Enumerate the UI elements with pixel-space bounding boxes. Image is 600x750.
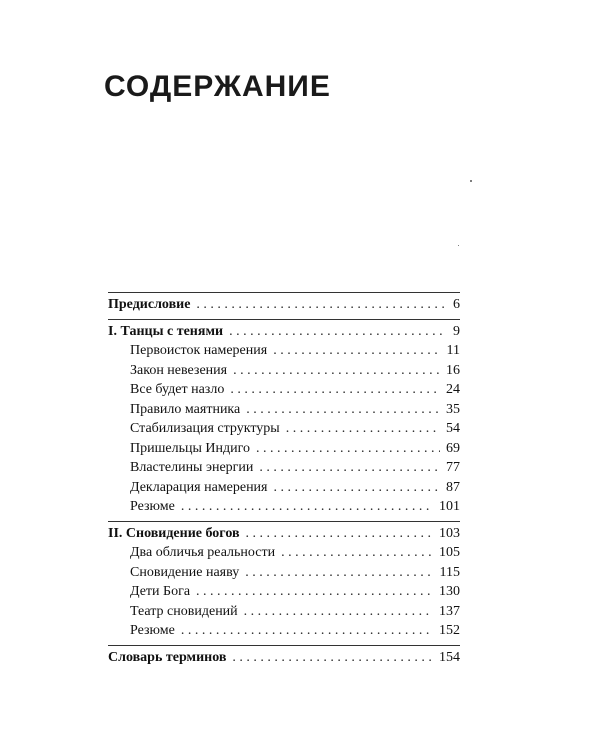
- dot-leader: [273, 341, 440, 361]
- toc-entry-page-number: 154: [439, 649, 460, 665]
- toc-entry-title: I. Танцы с тенями: [108, 323, 224, 339]
- toc-item-row: [108, 400, 460, 420]
- toc-item-row: [108, 582, 460, 602]
- toc-item-row: [108, 458, 460, 478]
- toc-entry-title: Театр сновидений: [130, 603, 238, 619]
- toc-entry-page-number: 130: [439, 584, 460, 599]
- toc-entry-page-number: 35: [446, 401, 460, 417]
- dot-leader: [244, 602, 433, 622]
- toc-item-row: [108, 543, 460, 563]
- dot-leader: [233, 361, 440, 381]
- toc-entry-title: Правило маятника: [130, 401, 241, 417]
- toc-section-row: [108, 295, 460, 315]
- toc-divider: [108, 319, 460, 320]
- toc-entry-title: Стабилизация структуры: [130, 421, 280, 436]
- toc-entry-page-number: 9: [453, 323, 460, 339]
- dot-leader: [196, 295, 447, 315]
- toc-divider: [108, 292, 460, 293]
- toc-item-row: [108, 621, 460, 641]
- dot-leader: [281, 543, 433, 563]
- toc-entry-page-number: 152: [439, 623, 460, 638]
- toc-item-row: [108, 497, 460, 517]
- dot-leader: [229, 322, 447, 342]
- dot-leader: [246, 524, 433, 544]
- print-speck: [470, 180, 472, 182]
- dot-leader: [259, 458, 440, 478]
- toc-item-row: [108, 563, 460, 583]
- toc-section-row: [108, 524, 460, 544]
- toc-entry-page-number: 87: [446, 479, 460, 495]
- dot-leader: [245, 563, 433, 583]
- print-speck: [458, 245, 459, 246]
- dot-leader: [232, 648, 433, 668]
- dot-leader: [286, 419, 440, 439]
- toc-entry-title: Резюме: [130, 499, 175, 514]
- toc-entry-title: Все будет назло: [130, 382, 225, 397]
- toc-divider: [108, 521, 460, 522]
- toc-item-row: [108, 361, 460, 381]
- table-of-contents: [108, 288, 460, 667]
- dot-leader: [181, 621, 433, 641]
- toc-entry-title: Первоисток намерения: [130, 343, 268, 358]
- toc-entry-page-number: 103: [439, 525, 460, 541]
- toc-entry-page-number: 101: [439, 499, 460, 514]
- toc-entry-title: Закон невезения: [130, 362, 228, 378]
- toc-entry-title: Властелины энергии: [130, 460, 254, 475]
- toc-entry-page-number: 77: [446, 460, 460, 475]
- toc-divider: [108, 645, 460, 646]
- toc-entry-title: II. Сновидение богов: [108, 525, 240, 541]
- toc-section-row: [108, 322, 460, 342]
- toc-item-row: [108, 419, 460, 439]
- toc-entry-page-number: 137: [439, 603, 460, 619]
- toc-item-row: [108, 439, 460, 459]
- toc-entry-title: Декларация намерения: [130, 479, 268, 495]
- dot-leader: [196, 582, 433, 602]
- dot-leader: [181, 497, 433, 517]
- toc-entry-page-number: 11: [446, 343, 460, 358]
- toc-entry-page-number: 16: [446, 362, 460, 378]
- toc-entry-page-number: 24: [446, 382, 460, 397]
- toc-entry-title: Пришельцы Индиго: [130, 440, 250, 456]
- toc-entry-page-number: 54: [446, 421, 460, 436]
- toc-item-row: [108, 341, 460, 361]
- toc-entry-page-number: 115: [439, 564, 460, 580]
- toc-entry-title: Резюме: [130, 623, 175, 638]
- toc-entry-title: Словарь терминов: [108, 649, 227, 665]
- dot-leader: [256, 439, 440, 459]
- dot-leader: [274, 478, 441, 498]
- page-title: СОДЕРЖАНИЕ: [104, 70, 331, 103]
- toc-item-row: [108, 602, 460, 622]
- dot-leader: [230, 380, 440, 400]
- toc-item-row: [108, 380, 460, 400]
- toc-entry-page-number: 6: [453, 297, 460, 312]
- toc-section-row: [108, 648, 460, 668]
- toc-entry-page-number: 69: [446, 440, 460, 456]
- toc-entry-page-number: 105: [439, 545, 460, 560]
- toc-entry-title: Дети Бога: [130, 584, 191, 599]
- dot-leader: [246, 400, 440, 420]
- toc-entry-title: Предисловие: [108, 297, 191, 312]
- toc-entry-title: Два обличья реальности: [130, 545, 276, 560]
- toc-item-row: [108, 478, 460, 498]
- toc-entry-title: Сновидение наяву: [130, 564, 240, 580]
